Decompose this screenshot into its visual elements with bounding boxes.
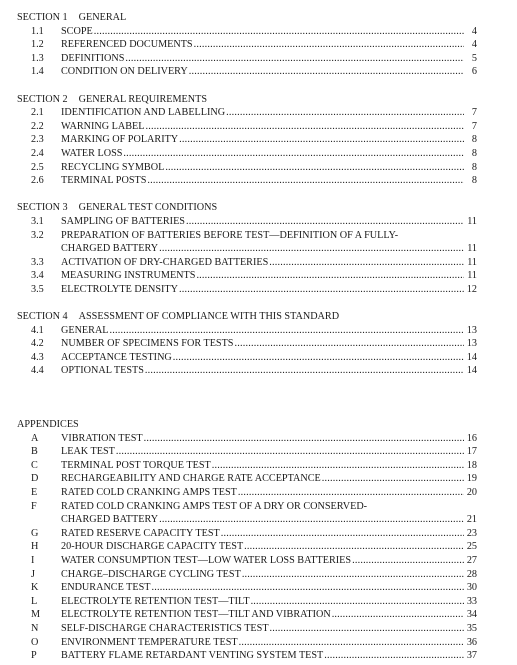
entry-title: VIBRATION TEST <box>61 432 143 444</box>
toc-entry[interactable] <box>17 161 477 175</box>
entry-title: NUMBER OF SPECIMENS FOR TESTS <box>61 338 234 350</box>
entry-number: 2.4 <box>31 147 44 159</box>
dot-leader <box>226 106 464 120</box>
toc-entry[interactable] <box>17 432 477 446</box>
entry-number: K <box>31 582 39 594</box>
entry-number: P <box>31 650 37 662</box>
toc-entry[interactable] <box>17 215 477 229</box>
entry-title: ACTIVATION OF DRY-CHARGED BATTERIES <box>61 256 269 268</box>
dot-leader <box>159 242 464 256</box>
section-3 <box>17 201 477 296</box>
dot-leader <box>125 52 464 66</box>
toc-entry[interactable] <box>17 106 477 120</box>
toc-entry[interactable] <box>17 324 477 338</box>
toc-entry[interactable] <box>17 38 477 52</box>
dot-leader <box>194 38 464 52</box>
dot-leader <box>189 65 464 79</box>
page-number: 19 <box>466 473 477 485</box>
entry-number: 2.1 <box>31 107 44 119</box>
toc-entry[interactable] <box>17 445 477 459</box>
entry-title: ELECTROLYTE RETENTION TEST—TILT AND VIBRATION <box>61 609 331 621</box>
dot-leader <box>144 432 464 446</box>
dot-leader <box>145 364 464 378</box>
section-4 <box>17 310 477 378</box>
entry-number: 4.2 <box>31 338 44 350</box>
entry-number: G <box>31 527 39 539</box>
dot-leader <box>324 649 464 663</box>
toc-entry[interactable] <box>17 622 477 636</box>
page-number: 37 <box>466 650 477 662</box>
entry-title: ENVIRONMENT TEMPERATURE TEST <box>61 636 238 648</box>
page-number: 28 <box>466 568 477 580</box>
dot-leader <box>94 25 464 39</box>
dot-leader <box>152 581 464 595</box>
entry-title-continued: CHARGED BATTERY <box>61 514 159 526</box>
entry-title: RATED COLD CRANKING AMPS TEST OF A DRY OR CONSERVED- <box>61 500 368 512</box>
entry-title: SAMPLING OF BATTERIES <box>61 215 185 227</box>
entry-title-continued: CHARGED BATTERY <box>61 243 159 255</box>
entry-title: CHARGE–DISCHARGE CYCLING TEST <box>61 568 241 580</box>
toc-entry[interactable] <box>17 636 477 650</box>
section-heading <box>17 93 477 107</box>
entry-number: 1.2 <box>31 39 44 51</box>
entry-number: J <box>31 568 35 580</box>
section-number: SECTION 4 <box>17 311 68 323</box>
entry-title: WARNING LABEL <box>61 120 145 132</box>
table-of-contents <box>17 11 477 663</box>
entry-number: H <box>31 541 39 553</box>
entry-title: ACCEPTANCE TESTING <box>61 351 172 363</box>
page-number: 20 <box>466 487 477 498</box>
appendices <box>17 418 477 663</box>
entry-number: D <box>31 473 39 485</box>
entry-number: 3.5 <box>31 283 44 295</box>
page-number: 27 <box>466 554 477 566</box>
entry-number: 3.2 <box>31 229 44 241</box>
toc-entry[interactable] <box>17 472 477 486</box>
section-name: GENERAL TEST CONDITIONS <box>78 202 218 214</box>
page-number: 13 <box>466 324 477 336</box>
entry-number: C <box>31 459 38 471</box>
page-number: 13 <box>466 338 477 350</box>
page-number: 16 <box>466 432 477 444</box>
page-number: 11 <box>467 243 477 255</box>
toc-entry[interactable] <box>17 554 477 568</box>
dot-leader <box>239 636 464 650</box>
page-number: 35 <box>466 622 477 634</box>
entry-number: 1.1 <box>31 25 44 37</box>
toc-entry[interactable] <box>17 459 477 473</box>
dot-leader <box>251 595 464 609</box>
dot-leader <box>110 324 464 338</box>
section-number: SECTION 1 <box>17 12 68 23</box>
section-name: GENERAL <box>78 12 127 23</box>
entry-title: SCOPE <box>61 25 93 37</box>
entry-number: 2.3 <box>31 134 44 146</box>
dot-leader <box>123 147 464 161</box>
entry-number: L <box>31 595 38 607</box>
section-1 <box>17 11 477 79</box>
toc-entry[interactable] <box>17 229 477 256</box>
entry-title: GENERAL <box>61 324 109 336</box>
entry-number: 3.4 <box>31 270 44 282</box>
toc-entry[interactable] <box>17 540 477 554</box>
dot-leader <box>145 120 464 134</box>
entry-title: 20-HOUR DISCHARGE CAPACITY TEST <box>61 541 244 553</box>
section-heading <box>17 310 477 324</box>
toc-entry[interactable] <box>17 649 477 663</box>
dot-leader <box>212 459 464 473</box>
toc-entry[interactable] <box>17 608 477 622</box>
entry-title: RATED COLD CRANKING AMPS TEST <box>61 487 237 498</box>
entry-number: 2.6 <box>31 175 44 187</box>
entry-number: 4.1 <box>31 324 44 336</box>
entry-title: TERMINAL POSTS <box>61 175 147 187</box>
toc-entry[interactable] <box>17 269 477 283</box>
dot-leader <box>196 269 464 283</box>
page-number: 21 <box>466 514 477 526</box>
entry-number: 4.4 <box>31 365 44 377</box>
page-number: 14 <box>466 365 477 377</box>
dot-leader <box>322 472 464 486</box>
dot-leader <box>269 256 464 270</box>
toc-entry[interactable] <box>17 25 477 39</box>
toc-entry[interactable] <box>17 174 477 188</box>
dot-leader <box>159 513 464 527</box>
dot-leader <box>238 486 464 500</box>
entry-title: SELF-DISCHARGE CHARACTERISTICS TEST <box>61 622 269 634</box>
toc-entry[interactable] <box>17 351 477 365</box>
dot-leader <box>186 215 464 229</box>
page-number: 11 <box>467 256 477 268</box>
entry-number: A <box>31 432 39 444</box>
entry-number: 2.2 <box>31 120 44 132</box>
toc-entry[interactable] <box>17 65 477 79</box>
entry-title: ELECTROLYTE DENSITY <box>61 283 178 295</box>
page-number: 7 <box>471 120 477 132</box>
dot-leader <box>165 161 464 175</box>
page-number: 8 <box>471 147 477 159</box>
entry-title: IDENTIFICATION AND LABELLING <box>61 107 226 119</box>
dot-leader <box>221 527 464 541</box>
entry-number: E <box>31 487 38 498</box>
entry-title: ENDURANCE TEST <box>61 582 151 594</box>
entry-title: CONDITION ON DELIVERY <box>61 66 188 78</box>
page-number: 30 <box>466 582 477 594</box>
toc-entry[interactable] <box>17 52 477 66</box>
dot-leader <box>270 622 464 636</box>
section-heading <box>17 11 477 25</box>
page-number: 8 <box>471 134 477 146</box>
toc-entry[interactable] <box>17 581 477 595</box>
toc-entry[interactable] <box>17 120 477 134</box>
page-number: 23 <box>466 527 477 539</box>
entry-title: DEFINITIONS <box>61 52 125 64</box>
page-number: 6 <box>471 66 477 78</box>
page-number: 4 <box>471 25 477 37</box>
dot-leader <box>179 133 464 147</box>
entry-title: PREPARATION OF BATTERIES BEFORE TEST—DEFINITION OF A FULLY- <box>61 229 399 241</box>
page-number: 18 <box>466 459 477 471</box>
entry-number: O <box>31 636 39 648</box>
toc-entry[interactable] <box>17 147 477 161</box>
entry-title: RECHARGEABILITY AND CHARGE RATE ACCEPTANCE <box>61 473 321 485</box>
entry-title: WATER CONSUMPTION TEST—LOW WATER LOSS BATTERIES <box>61 554 352 566</box>
page-number: 5 <box>471 52 477 64</box>
dot-leader <box>242 568 464 582</box>
dot-leader <box>147 174 464 188</box>
dot-leader <box>173 351 464 365</box>
entry-title: MARKING OF POLARITY <box>61 134 179 146</box>
toc-entry[interactable] <box>17 568 477 582</box>
entry-number: M <box>31 609 41 621</box>
entry-title: OPTIONAL TESTS <box>61 365 144 377</box>
entry-number: N <box>31 622 39 634</box>
entry-title: ELECTROLYTE RETENTION TEST—TILT <box>61 595 250 607</box>
page-number: 34 <box>466 609 477 621</box>
toc-entry[interactable] <box>17 595 477 609</box>
page-number: 8 <box>471 161 477 173</box>
section-name: ASSESSMENT OF COMPLIANCE WITH THIS STANDARD <box>78 311 340 323</box>
page-number: 33 <box>466 595 477 607</box>
entry-number: F <box>31 500 37 512</box>
toc-entry[interactable] <box>17 486 477 500</box>
dot-leader <box>234 337 464 351</box>
entry-number: 3.1 <box>31 215 44 227</box>
page-number: 17 <box>466 446 477 458</box>
page-number: 7 <box>471 107 477 119</box>
entry-title: REFERENCED DOCUMENTS <box>61 39 193 51</box>
section-number: SECTION 2 <box>17 93 68 105</box>
section-heading <box>17 201 477 215</box>
toc-entry[interactable] <box>17 283 477 297</box>
dot-leader <box>244 540 464 554</box>
toc-entry[interactable] <box>17 500 477 527</box>
section-2 <box>17 93 477 188</box>
page-number: 11 <box>467 215 477 227</box>
entry-number: 1.3 <box>31 52 44 64</box>
entry-title: LEAK TEST <box>61 446 115 458</box>
page-number: 8 <box>471 175 477 187</box>
entry-title: WATER LOSS <box>61 147 123 159</box>
entry-title: RATED RESERVE CAPACITY TEST <box>61 527 220 539</box>
toc-entry[interactable] <box>17 337 477 351</box>
entry-number: 3.3 <box>31 256 44 268</box>
entry-title: BATTERY FLAME RETARDANT VENTING SYSTEM TEST <box>61 650 324 662</box>
entry-title: RECYCLING SYMBOL <box>61 161 165 173</box>
toc-entry[interactable] <box>17 364 477 378</box>
page-number: 14 <box>466 351 477 363</box>
page-number: 12 <box>466 283 477 295</box>
dot-leader <box>116 445 464 459</box>
entry-number: B <box>31 446 38 458</box>
dot-leader <box>352 554 464 568</box>
entry-number: 2.5 <box>31 161 44 173</box>
dot-leader <box>179 283 464 297</box>
page-number: 11 <box>467 270 477 282</box>
toc-entry[interactable] <box>17 256 477 270</box>
toc-entry[interactable] <box>17 527 477 541</box>
dot-leader <box>332 608 464 622</box>
entry-number: I <box>31 554 35 566</box>
toc-entry[interactable] <box>17 133 477 147</box>
page-number: 36 <box>466 636 477 648</box>
entry-number: 1.4 <box>31 66 44 78</box>
section-name: GENERAL REQUIREMENTS <box>78 93 208 105</box>
entry-title: TERMINAL POST TORQUE TEST <box>61 459 211 471</box>
appendices-heading: APPENDICES <box>17 419 79 431</box>
entry-number: 4.3 <box>31 351 44 363</box>
page-number: 25 <box>466 541 477 553</box>
section-number: SECTION 3 <box>17 202 68 214</box>
entry-title: MEASURING INSTRUMENTS <box>61 270 196 282</box>
page-number: 4 <box>471 39 477 51</box>
